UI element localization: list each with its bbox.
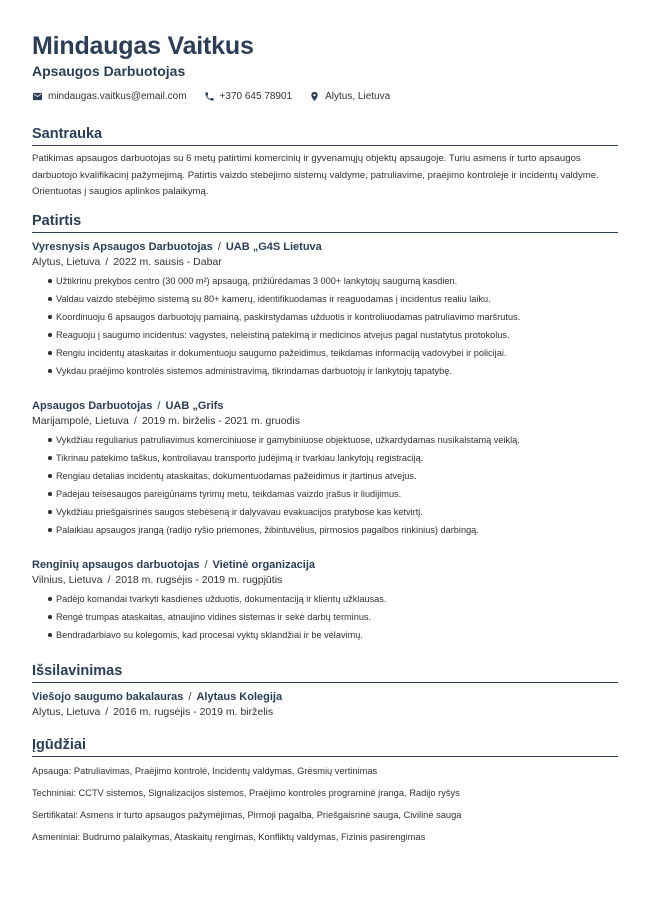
bullet-item: Rengiu incidentų ataskaitas ir dokumentuoju saugumo pažeidimus, teikdamas informaciją vadovybei ir policijai. <box>48 344 618 362</box>
bullet-item: Padėjo komandai tvarkyti kasdienes užduotis, dokumentaciją ir klientų užklausas. <box>48 590 618 608</box>
experience-title: Patirtis <box>32 212 618 233</box>
job-heading <box>32 557 618 573</box>
summary-section <box>32 125 618 201</box>
summary-text: Patikimas apsaugos darbuotojas su 6 metų patirtimi komercinių ir gyvenamųjų objektų apsaugoje. Turiu asmens ir turto apsaugos darbuotojo kvalifikacinį pažymėjimą. Patirtis vaizdo stebėjimo sistemų valdyme, patruliavime, praėjimo kontrolėje ir incidentų valdyme. Orientuotas į saugios aplinkos palaikymą. <box>32 153 599 197</box>
contact-bar <box>32 89 618 103</box>
education-meta <box>32 705 618 720</box>
contact-email[interactable] <box>32 91 187 102</box>
job-meta <box>32 414 618 429</box>
bullet-item: Tikrinau patekimo taškus, kontroliavau transporto judėjimą ir tvarkiau lankytojų registraciją. <box>48 449 618 467</box>
job-bullets <box>32 272 618 380</box>
job-location: Marijampolė, Lietuva <box>32 414 129 427</box>
location-text: Alytus, Lietuva <box>325 90 391 102</box>
bullet-item: Valdau vaizdo stebėjimo sistemą su 80+ kamerų, identifikuodamas ir reaguodamas į incidentus realiu laiku. <box>48 290 618 308</box>
separator: / <box>188 690 192 703</box>
job-company: UAB „G4S Lietuva <box>225 240 322 253</box>
skill-line: Techniniai: CCTV sistemos, Signalizacijos sistemos, Praėjimo kontrolės programinė įranga, Radijo ryšys <box>32 787 460 798</box>
job-position: Apsaugos Darbuotojas <box>32 399 153 412</box>
phone-text: +370 645 78901 <box>219 90 293 102</box>
job-heading <box>32 239 618 255</box>
job-company: UAB „Grifs <box>165 399 224 412</box>
separator: / <box>157 399 161 412</box>
job-heading <box>32 398 618 414</box>
job-location: Alytus, Lietuva <box>32 255 101 268</box>
education-title: Išsilavinimas <box>32 662 618 683</box>
bullet-item: Padėjau teisėsaugos pareigūnams tyrimų metu, teikdamas vaizdo įrašus ir liudijimus. <box>48 485 618 503</box>
skills-title: Įgūdžiai <box>32 736 618 757</box>
email-icon <box>32 91 43 102</box>
summary-title: Santrauka <box>32 125 618 146</box>
education-school: Alytaus Kolegija <box>196 690 283 703</box>
email-text: mindaugas.vaitkus@email.com <box>48 90 187 102</box>
bullet-item: Bendradarbiavo su kolegomis, kad procesai vyktų sklandžiai ir be vėlavimų. <box>48 626 618 644</box>
job-position: Vyresnysis Apsaugos Darbuotojas <box>32 240 213 253</box>
education-degree: Viešojo saugumo bakalauras <box>32 690 184 703</box>
phone-icon <box>204 91 215 102</box>
skills-list <box>32 764 618 844</box>
bullet-item: Užtikrinu prekybos centro (30 000 m²) apsaugą, prižiūrėdamas 3 000+ lankytojų saugumą kasdien. <box>48 272 618 290</box>
contact-location <box>309 91 390 102</box>
job-meta <box>32 255 618 270</box>
job-entry <box>32 398 618 539</box>
contact-phone[interactable] <box>204 91 293 102</box>
skill-line: Sertifikatai: Asmens ir turto apsaugos pažymėjimas, Pirmoji pagalba, Priešgaisrinė sauga, Civilinė sauga <box>32 809 462 820</box>
job-entry <box>32 239 618 380</box>
bullet-item: Rengiau detalias incidentų ataskaitas, dokumentuodamas pažeidimus ir įtartinus atvejus. <box>48 467 618 485</box>
bullet-item: Palaikiau apsaugos įrangą (radijo ryšio priemones, žibintuvėlius, pirmosios pagalbos rinkinius) darbingą. <box>48 521 618 539</box>
education-section <box>32 662 618 720</box>
job-bullets <box>32 590 618 644</box>
job-entry <box>32 557 618 644</box>
job-period: 2018 m. rugsėjis - 2019 m. rugpjūtis <box>115 573 283 586</box>
experience-section <box>32 212 618 644</box>
separator: / <box>105 255 109 268</box>
person-name: Mindaugas Vaitkus <box>32 32 254 60</box>
resume-header <box>32 30 618 103</box>
skill-line: Apsauga: Patruliavimas, Praėjimo kontrolė, Incidentų valdymas, Grėsmių vertinimas <box>32 765 378 776</box>
education-period: 2016 m. rugsėjis - 2019 m. birželis <box>113 705 274 718</box>
job-meta <box>32 573 618 588</box>
bullet-item: Vykdžiau priešgaisrinės saugos stebėseną ir dalyvavau evakuacijos pratybose kas ketvirtį. <box>48 503 618 521</box>
separator: / <box>217 240 221 253</box>
job-company: Vietinė organizacija <box>212 558 316 571</box>
bullet-item: Vykdžiau reguliarius patruliavimus komerciniuose ir gamybiniuose objektuose, užkardydamas nusikalstamą veiklą. <box>48 431 618 449</box>
separator: / <box>105 705 109 718</box>
job-bullets <box>32 431 618 539</box>
education-heading <box>32 689 618 705</box>
bullet-item: Koordinuoju 6 apsaugos darbuotojų pamainą, paskirstydamas užduotis ir kontroliuodamas patruliavimo maršrutus. <box>48 308 618 326</box>
education-location: Alytus, Lietuva <box>32 705 101 718</box>
job-location: Vilnius, Lietuva <box>32 573 103 586</box>
separator: / <box>204 558 208 571</box>
bullet-item: Rengė trumpas ataskaitas, atnaujino vidines sistemas ir sekė darbų terminus. <box>48 608 618 626</box>
skills-section <box>32 736 618 844</box>
bullet-item: Vykdau praėjimo kontrolės sistemos administravimą, tikrindamas darbuotojų ir lankytojų tapatybę. <box>48 362 618 380</box>
job-position: Renginių apsaugos darbuotojas <box>32 558 200 571</box>
location-pin-icon <box>309 91 320 102</box>
job-period: 2019 m. birželis - 2021 m. gruodis <box>141 414 300 427</box>
bullet-item: Reaguoju į saugumo incidentus: vagystes, neleistiną patekimą ir medicinos atvejus pagal nustatytus protokolus. <box>48 326 618 344</box>
education-entry <box>32 689 618 720</box>
skill-line: Asmeniniai: Budrumo palaikymas, Ataskaitų rengimas, Konfliktų valdymas, Fizinis pasirengimas <box>32 831 426 842</box>
job-period: 2022 m. sausis - Dabar <box>113 255 222 268</box>
separator: / <box>107 573 111 586</box>
separator: / <box>133 414 137 427</box>
job-role: Apsaugos Darbuotojas <box>32 63 186 79</box>
